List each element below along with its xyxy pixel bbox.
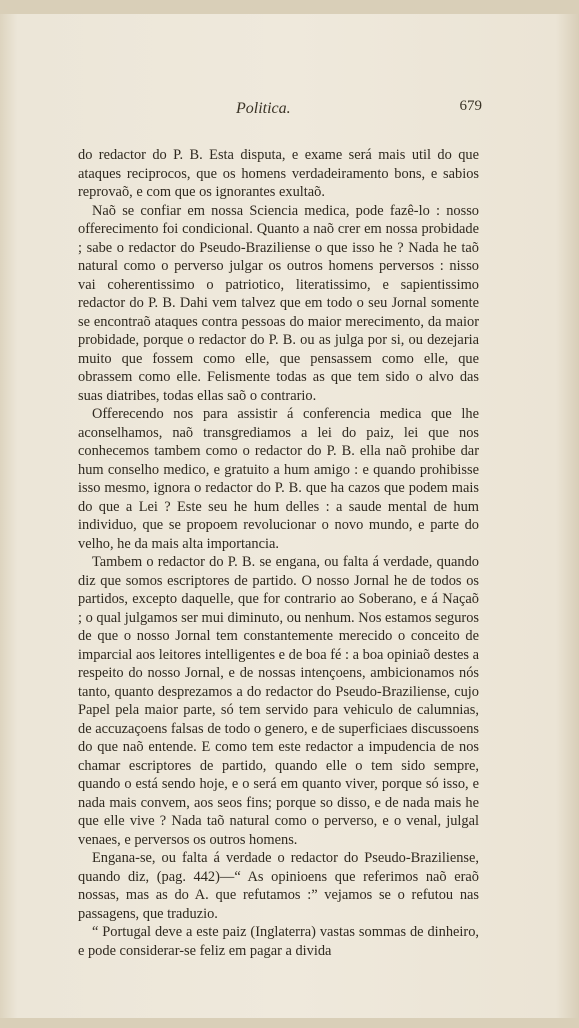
page-top-edge (0, 0, 579, 14)
paragraph-2: Naõ se confiar em nossa Sciencia medica, pode fazê-lo : nosso offerecimento foi condicional. Quanto a naõ crer em nossa probidade ; sabe o redactor do Pseudo-Braziliense o que isso he ? Nada he taõ natural como o perverso julgar os outros homens perversos : nisso vai coherentissimo o patriotico, literatissimo, e sapientissimo redactor do P. B. Dahi vem talvez que em todo o seu Jornal somente se encontraõ ataques contra pessoas do maior merecimento, da maior probidade, porque o redactor do P. B. ou as julga por si, ou dezejaria muito que fossem como elle, que pensassem como elle, que obrassem como elle. Felismente todas as que tem sido o alvo das suas diatribes, todas ellas saõ o contrario. (78, 202, 479, 404)
running-title: Politica. (236, 100, 291, 117)
paragraph-5: Engana-se, ou falta á verdade o redactor do Pseudo-Braziliense, quando diz, (pag. 442)—“ As opinioens que referimos naõ eraõ nossas, mas as do A. que refutamos :” vejamos se o refutou nas passagens, que traduzio. (78, 850, 479, 922)
paragraph-4: Tambem o redactor do P. B. se engana, ou falta á verdade, quando diz que somos escriptores de partido. O nosso Jornal he de todos os partidos, excepto daquelle, que for contrario ao Soberano, e á Naçaõ ; o qual julgamos ser mui diminuto, ou nenhum. Nos estamos seguros de que o nosso Jornal tem constantemente merecido o conceito de imparcial aos leitores intelligentes e de boa fé : a boa opiniaõ destes a respeito do nosso Jornal, e de nossas intençoens, ambicionamos nós tanto, quanto desprezamos a do redactor do Pseudo-Braziliense, cujo Papel pela maior parte, só tem servido para vehiculo de calumnias, de accuzaçoens falsas de todo o genero, e de superficiaes discussoens do que naõ entende. E como tem este redactor a impudencia de nos chamar escriptores de partido, quando elle o tem sido sempre, quando o está sendo hoje, e o será em quanto viver, porque só isso, e nada mais convem, aos seos fins; porque so disso, e de nada mais he que elle vive ? Nada taõ natural como o perverso, e o venal, julgal venaes, e perversos os outros homens. (78, 554, 479, 848)
page-body (78, 146, 479, 960)
page-header (76, 100, 482, 122)
paragraph-1: do redactor do P. B. Esta disputa, e exame será mais util do que ataques reciprocos, que os homens verdadeiramento bons, e sabios reprovaõ, e com que os ignorantes exultaõ. (78, 147, 479, 200)
paragraph-3: Offerecendo nos para assistir á conferencia medica que lhe aconselhamos, naõ transgrediamos a lei do paiz, lei que nos conhecemos tambem como o redactor do P. B. ella naõ prohibe dar hum conselho medico, e gratuito a hum amigo : e quando prohibisse isso mesmo, ignora o redactor do P. B. que ha cazos que podem mais do que a Lei ? Este seu he hum delles : a saude mental de hum individuo, que se propoem revolucionar o novo mundo, e parte do velho, he da mais alta importancia. (78, 406, 479, 552)
page-number: 679 (459, 98, 482, 114)
paragraph-6: “ Portugal deve a este paiz (Inglaterra) vastas sommas de dinheiro, e pode considerar-se feliz em pagar a divida (78, 924, 479, 959)
page-bottom-edge (0, 1018, 579, 1028)
